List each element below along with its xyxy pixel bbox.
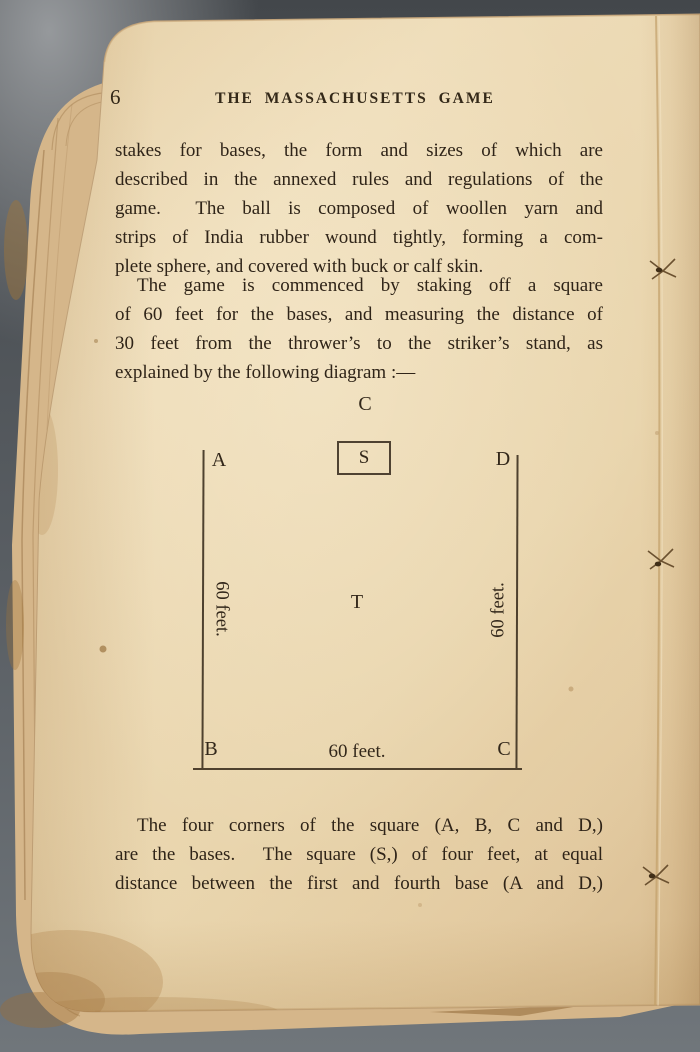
- right-side-measurement: 60 feet.: [488, 582, 509, 638]
- left-side-measurement: 60 feet.: [211, 581, 232, 637]
- striker-square: [337, 441, 391, 475]
- page-number: 6: [110, 85, 121, 109]
- paragraph-1: [115, 140, 603, 285]
- diagram-right-side-line: [515, 455, 518, 768]
- striker-square-label: S: [358, 447, 370, 468]
- bottom-side-measurement: 60 feet.: [328, 741, 386, 762]
- text-line: distance between the first and fourth base (A and D,): [115, 873, 603, 894]
- text-line: game. The ball is composed of woollen yarn and: [115, 198, 603, 219]
- diagram-label-c-top: C: [358, 393, 372, 415]
- text-line: 30 feet from the thrower’s to the striker’s stand, as: [115, 333, 603, 354]
- running-title: THE MASSACHUSETTS GAME: [215, 90, 495, 107]
- text-line: of 60 feet for the bases, and measuring the distance of: [115, 304, 603, 325]
- paragraph-3: [115, 815, 603, 902]
- diagram-bottom-side-line: [193, 768, 522, 770]
- text-line: described in the annexed rules and regulations of the: [115, 169, 603, 190]
- text-line: are the bases. The square (S,) of four feet, at equal: [115, 844, 603, 865]
- text-line: The game is commenced by staking off a square: [137, 275, 603, 296]
- thrower-label: T: [350, 591, 364, 613]
- text-line: explained by the following diagram :—: [115, 362, 416, 383]
- text-line: stakes for bases, the form and sizes of which are: [115, 140, 603, 161]
- diagram-corner-d: D: [495, 448, 511, 470]
- diagram-left-side-line: [201, 450, 204, 768]
- text-line: plete sphere, and covered with buck or calf skin.: [115, 256, 484, 277]
- paragraph-2: [115, 275, 603, 391]
- text-line: The four corners of the square (A, B, C and D,): [137, 815, 603, 836]
- diagram-corner-c: C: [497, 738, 511, 760]
- diagram-corner-a: A: [211, 449, 227, 471]
- diagram-corner-b: B: [204, 738, 218, 760]
- text-line: strips of India rubber wound tightly, forming a com-: [115, 227, 603, 248]
